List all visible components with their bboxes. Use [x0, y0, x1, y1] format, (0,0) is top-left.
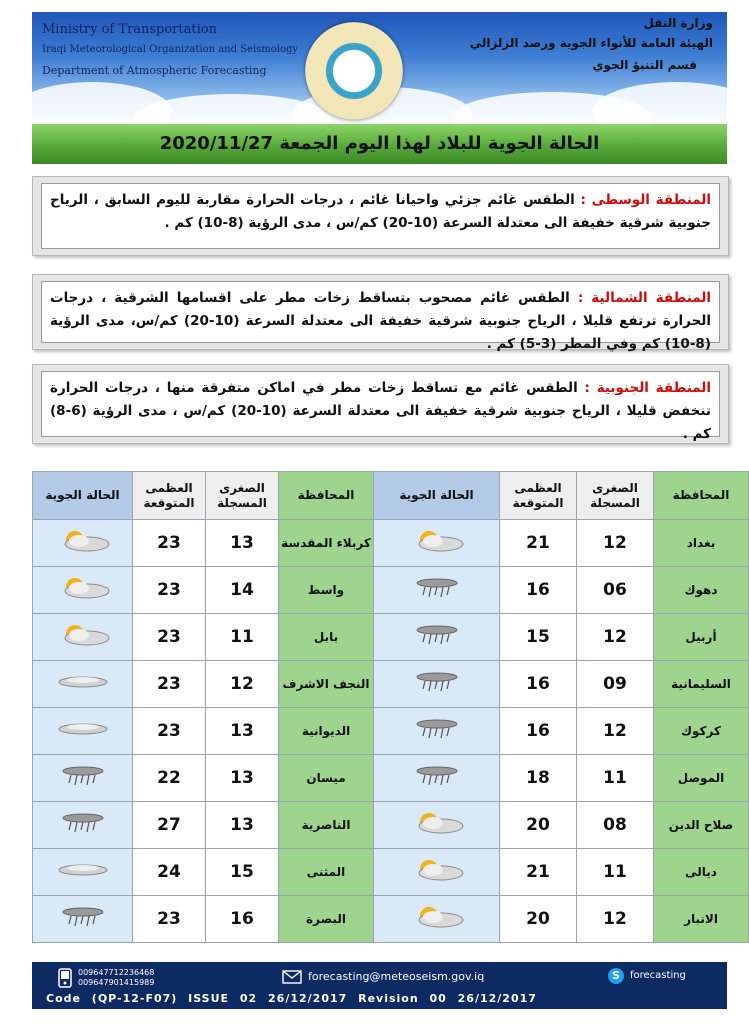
table-row [33, 849, 749, 896]
department-ar: قسم التنبؤ الجوي [592, 58, 697, 72]
weather-icon-cell [374, 849, 500, 896]
weather-icon-cell [33, 708, 133, 755]
governorate-name: ديالى [654, 849, 749, 896]
header-min: الصغرى المسجلة [206, 472, 279, 520]
governorate-name: واسط [279, 567, 374, 614]
weather-icon-cell [374, 755, 500, 802]
table-row [33, 802, 749, 849]
organization-ar: الهيئة العامة للأنواء الجوية ورصد الزلزالي [469, 36, 713, 50]
max-temp: 23 [133, 614, 206, 661]
weather-icon-cell [33, 802, 133, 849]
table-header-row [33, 472, 749, 520]
weather-table [32, 471, 749, 943]
min-temp: 13 [206, 520, 279, 567]
min-temp: 16 [206, 896, 279, 943]
skype-icon: S [608, 968, 624, 984]
table-row [33, 520, 749, 567]
max-temp: 22 [133, 755, 206, 802]
rain-icon [374, 716, 499, 746]
min-temp: 11 [577, 755, 654, 802]
rain-icon [374, 763, 499, 793]
region-box-northern [32, 274, 729, 350]
max-temp: 20 [500, 802, 577, 849]
min-temp: 14 [206, 567, 279, 614]
weather-icon-cell [33, 755, 133, 802]
weather-icon-cell [374, 520, 500, 567]
organization-logo [305, 22, 403, 120]
governorate-name: البصرة [279, 896, 374, 943]
cloudy-icon [33, 669, 132, 699]
governorate-name: أربيل [654, 614, 749, 661]
governorate-name: النجف الاشرف [279, 661, 374, 708]
weather-icon-cell [374, 567, 500, 614]
region-name: المنطقة الشمالية : [577, 290, 711, 306]
max-temp: 23 [133, 661, 206, 708]
governorate-name: السليمانية [654, 661, 749, 708]
email-icon [282, 970, 302, 984]
rain-icon [33, 763, 132, 793]
region-text: الطقس غائم جزئي واحيانا غائم ، درجات الحرارة مقاربة لليوم السابق ، الرياح جنوبية شرقية خفيفة الى معتدلة السرعة (10-20) كم/س ، مدى الرؤية (8-10) كم . [50, 192, 711, 231]
table-row [33, 755, 749, 802]
rain-icon [374, 669, 499, 699]
min-temp: 15 [206, 849, 279, 896]
min-temp: 12 [577, 614, 654, 661]
region-name: المنطقة الجنوبية : [584, 380, 711, 396]
min-temp: 13 [206, 755, 279, 802]
min-temp: 06 [577, 567, 654, 614]
header-gov: المحافظة [654, 472, 749, 520]
min-temp: 13 [206, 802, 279, 849]
weather-icon-cell [374, 802, 500, 849]
rain-icon [33, 810, 132, 840]
weather-icon-cell [33, 520, 133, 567]
weather-icon-cell [374, 708, 500, 755]
email-address[interactable]: forecasting@meteoseism.gov.iq [308, 970, 485, 983]
weather-icon-cell [33, 849, 133, 896]
partly-cloudy-icon [374, 857, 499, 887]
governorate-name: بغداد [654, 520, 749, 567]
partly-cloudy-icon [374, 810, 499, 840]
max-temp: 27 [133, 802, 206, 849]
skype-name: forecasting [630, 970, 686, 981]
max-temp: 23 [133, 520, 206, 567]
weather-icon-cell [33, 614, 133, 661]
rain-icon [374, 622, 499, 652]
phone-number: 009647901415989 [78, 978, 155, 987]
header-gov: المحافظة [279, 472, 374, 520]
cloudy-icon [33, 716, 132, 746]
min-temp: 11 [206, 614, 279, 661]
header-status: الحالة الجوية [33, 472, 133, 520]
max-temp: 16 [500, 708, 577, 755]
governorate-name: الموصل [654, 755, 749, 802]
phone-number: 009647712236468 [78, 968, 155, 977]
table-row [33, 567, 749, 614]
footer-bar [32, 962, 727, 1009]
partly-cloudy-icon [374, 528, 499, 558]
header-max: العظمى المتوقعة [500, 472, 577, 520]
ministry-en: Ministry of Transportation [42, 22, 217, 37]
weather-icon-cell [33, 896, 133, 943]
table-row [33, 614, 749, 661]
weather-icon-cell [374, 661, 500, 708]
max-temp: 15 [500, 614, 577, 661]
organization-en: Iraqi Meteorological Organization and Seismology [42, 44, 299, 55]
governorate-name: الناصرية [279, 802, 374, 849]
department-en: Department of Atmospheric Forecasting [42, 64, 267, 77]
header-max: العظمى المتوقعة [133, 472, 206, 520]
partly-cloudy-icon [33, 528, 132, 558]
governorate-name: صلاح الدين [654, 802, 749, 849]
max-temp: 18 [500, 755, 577, 802]
max-temp: 23 [133, 896, 206, 943]
governorate-name: كركوك [654, 708, 749, 755]
ministry-ar: وزارة النقل [643, 16, 713, 30]
weather-icon-cell [33, 567, 133, 614]
max-temp: 23 [133, 708, 206, 755]
governorate-name: الانبار [654, 896, 749, 943]
header-status: الحالة الجوية [374, 472, 500, 520]
region-box-central [32, 176, 729, 256]
header-min: الصغرى المسجلة [577, 472, 654, 520]
governorate-name: ميسان [279, 755, 374, 802]
table-row [33, 896, 749, 943]
governorate-name: كربلاء المقدسة [279, 520, 374, 567]
partly-cloudy-icon [33, 622, 132, 652]
phone-icon [58, 968, 72, 988]
governorate-name: الديوانية [279, 708, 374, 755]
governorate-name: المثنى [279, 849, 374, 896]
min-temp: 09 [577, 661, 654, 708]
max-temp: 21 [500, 520, 577, 567]
table-row [33, 661, 749, 708]
partly-cloudy-icon [374, 904, 499, 934]
max-temp: 24 [133, 849, 206, 896]
page-title: الحالة الجوية للبلاد لهذا اليوم الجمعة 2020/11/27 [32, 124, 727, 164]
min-temp: 12 [577, 520, 654, 567]
weather-icon-cell [374, 896, 500, 943]
weather-icon-cell [33, 661, 133, 708]
min-temp: 12 [577, 708, 654, 755]
weather-icon-cell [374, 614, 500, 661]
rain-icon [33, 904, 132, 934]
min-temp: 12 [206, 661, 279, 708]
cloudy-icon [33, 857, 132, 887]
max-temp: 16 [500, 661, 577, 708]
min-temp: 08 [577, 802, 654, 849]
max-temp: 23 [133, 567, 206, 614]
region-text: الطقس غائم مصحوب بتساقط زخات مطر على اقسامها الشرقية ، درجات الحرارة ترتفع قليلا ، الرياح جنوبية شرقية خفيفة الى معتدلة السرعة (10-20) كم/س، مدى الرؤية (8-10) كم وفي المطر (3-5) كم . [50, 290, 711, 352]
max-temp: 21 [500, 849, 577, 896]
table-row [33, 708, 749, 755]
region-box-southern [32, 364, 729, 444]
rain-icon [374, 575, 499, 605]
partly-cloudy-icon [33, 575, 132, 605]
min-temp: 13 [206, 708, 279, 755]
governorate-name: دهوك [654, 567, 749, 614]
min-temp: 12 [577, 896, 654, 943]
document-code: Code (QP-12-F07) ISSUE 02 26/12/2017 Revision 00 26/12/2017 [46, 992, 537, 1005]
max-temp: 16 [500, 567, 577, 614]
max-temp: 20 [500, 896, 577, 943]
min-temp: 11 [577, 849, 654, 896]
governorate-name: بابل [279, 614, 374, 661]
region-text: الطقس غائم مع تساقط زخات مطر في اماكن متفرقة منها ، درجات الحرارة تنخفض قليلا ، الرياح جنوبية شرقية خفيفة الى معتدلة السرعة (10-20) كم/س ، مدى الرؤية (6-8) كم . [50, 380, 711, 442]
region-name: المنطقة الوسطى : [580, 192, 711, 208]
